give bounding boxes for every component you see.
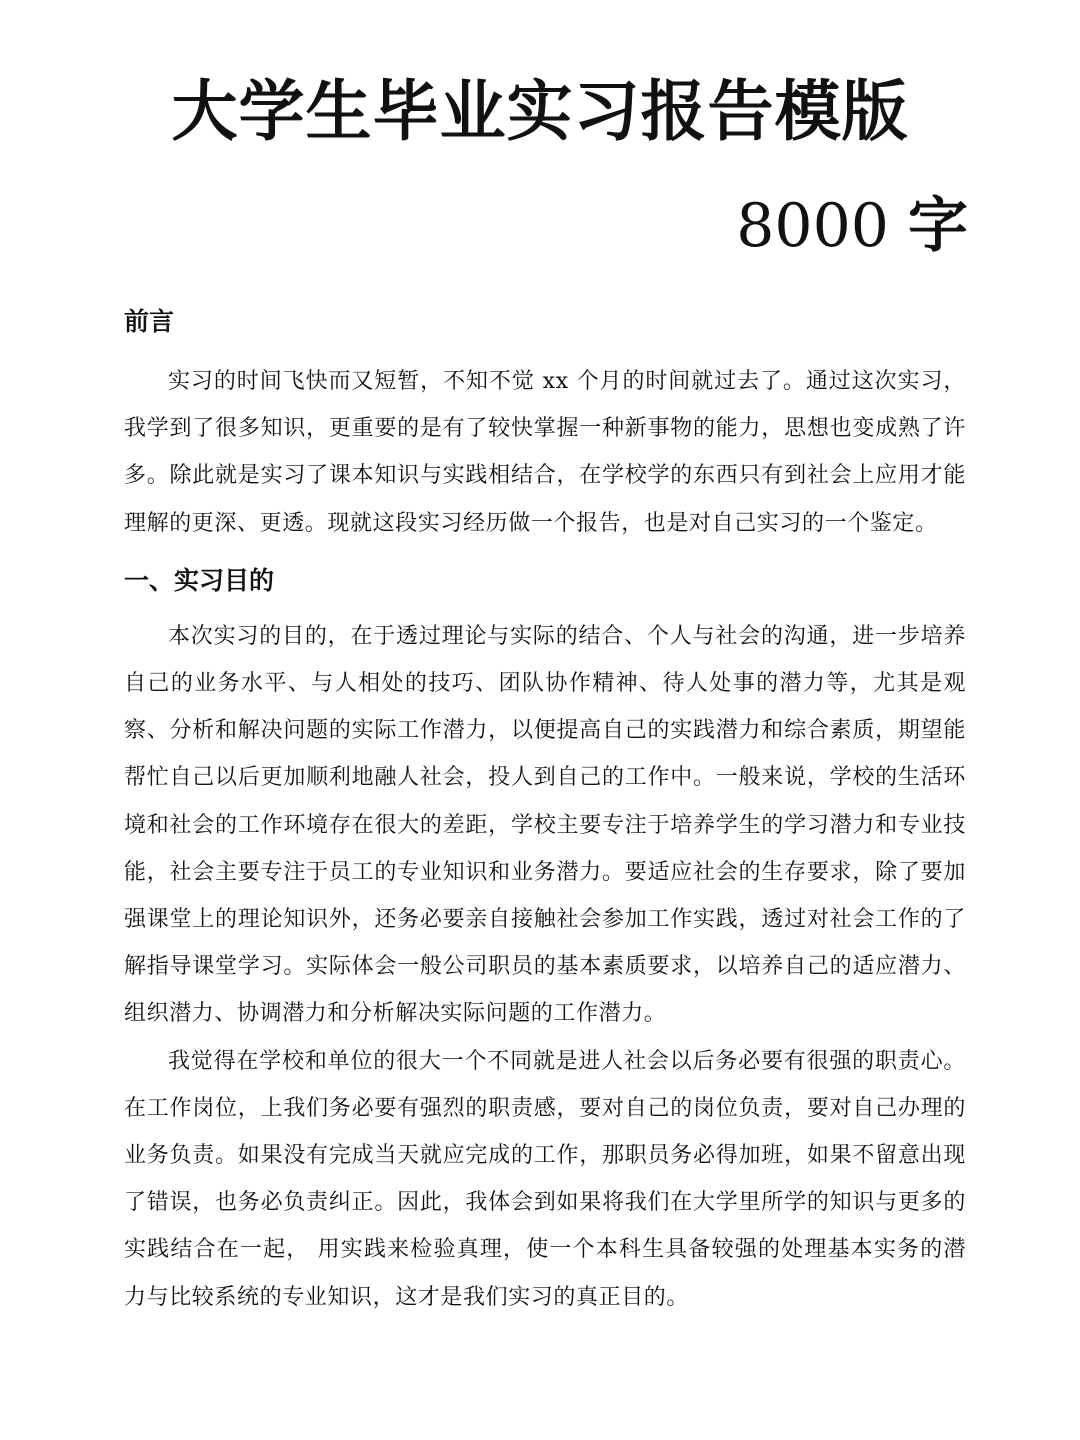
- document-subtitle: [736, 188, 968, 264]
- preface-heading: 前言: [124, 307, 175, 336]
- document-body: [124, 302, 966, 1321]
- document-title: 大学生毕业实习报告模版: [171, 73, 909, 150]
- section-1-paragraph-2: 我觉得在学校和单位的很大一个不同就是进人社会以后务必要有很强的职责心。在工作岗位，上我们务必要有强烈的职责感，要对自己的岗位负责，要对自己办理的业务负责。如果没有完成当天就应完成的工作，那职员务必得加班，如果不留意出现了错误，也务必负责纠正。因此，我体会到如果将我们在大学里所学的知识与更多的实践结合在一起， 用实践来检验真理，使一个本科生具备较强的处理基本实务的潜力与比较系统的专业知识，这才是我们实习的真正目的。: [124, 1048, 966, 1310]
- section-1-heading: 一、实习目的: [124, 565, 275, 595]
- section-1-paragraph-1: 本次实习的目的，在于透过理论与实际的结合、个人与社会的沟通，进一步培养自己的业务水平、与人相处的技巧、团队协作精神、待人处事的潜力等，尤其是观察、分析和解决问题的实际工作潜力，以便提高自己的实践潜力和综合素质，期望能帮忙自己以后更加顺利地融人社会，投人到自己的工作中。一般来说，学校的生活环境和社会的工作环境存在很大的差距，学校主要专注于培养学生的学习潜力和专业技能，社会主要专注于员工的专业知识和业务潜力。要适应社会的生存要求，除了要加强课堂上的理论知识外，还务必要亲自接触社会参加工作实践，透过对社会工作的了解指导课堂学习。实际体会一般公司职员的基本素质要求，以培养自己的适应潜力、组织潜力、协调潜力和分析解决实际问题的工作潜力。: [124, 623, 966, 1027]
- subtitle-unit: 字: [908, 191, 968, 261]
- preface-paragraph: 实习的时间飞快而又短暂，不知不觉 xx 个月的时间就过去了。通过这次实习，我学到了很多知识，更重要的是有了较快掌握一种新事物的能力，思想也变成熟了许多。除此就是实习了课本知识与实践相结合，在学校学的东西只有到社会上应用才能理解的更深、更透。现就这段实习经历做一个报告，也是对自己实习的一个鉴定。: [124, 369, 966, 536]
- subtitle-number: 8000: [736, 191, 889, 261]
